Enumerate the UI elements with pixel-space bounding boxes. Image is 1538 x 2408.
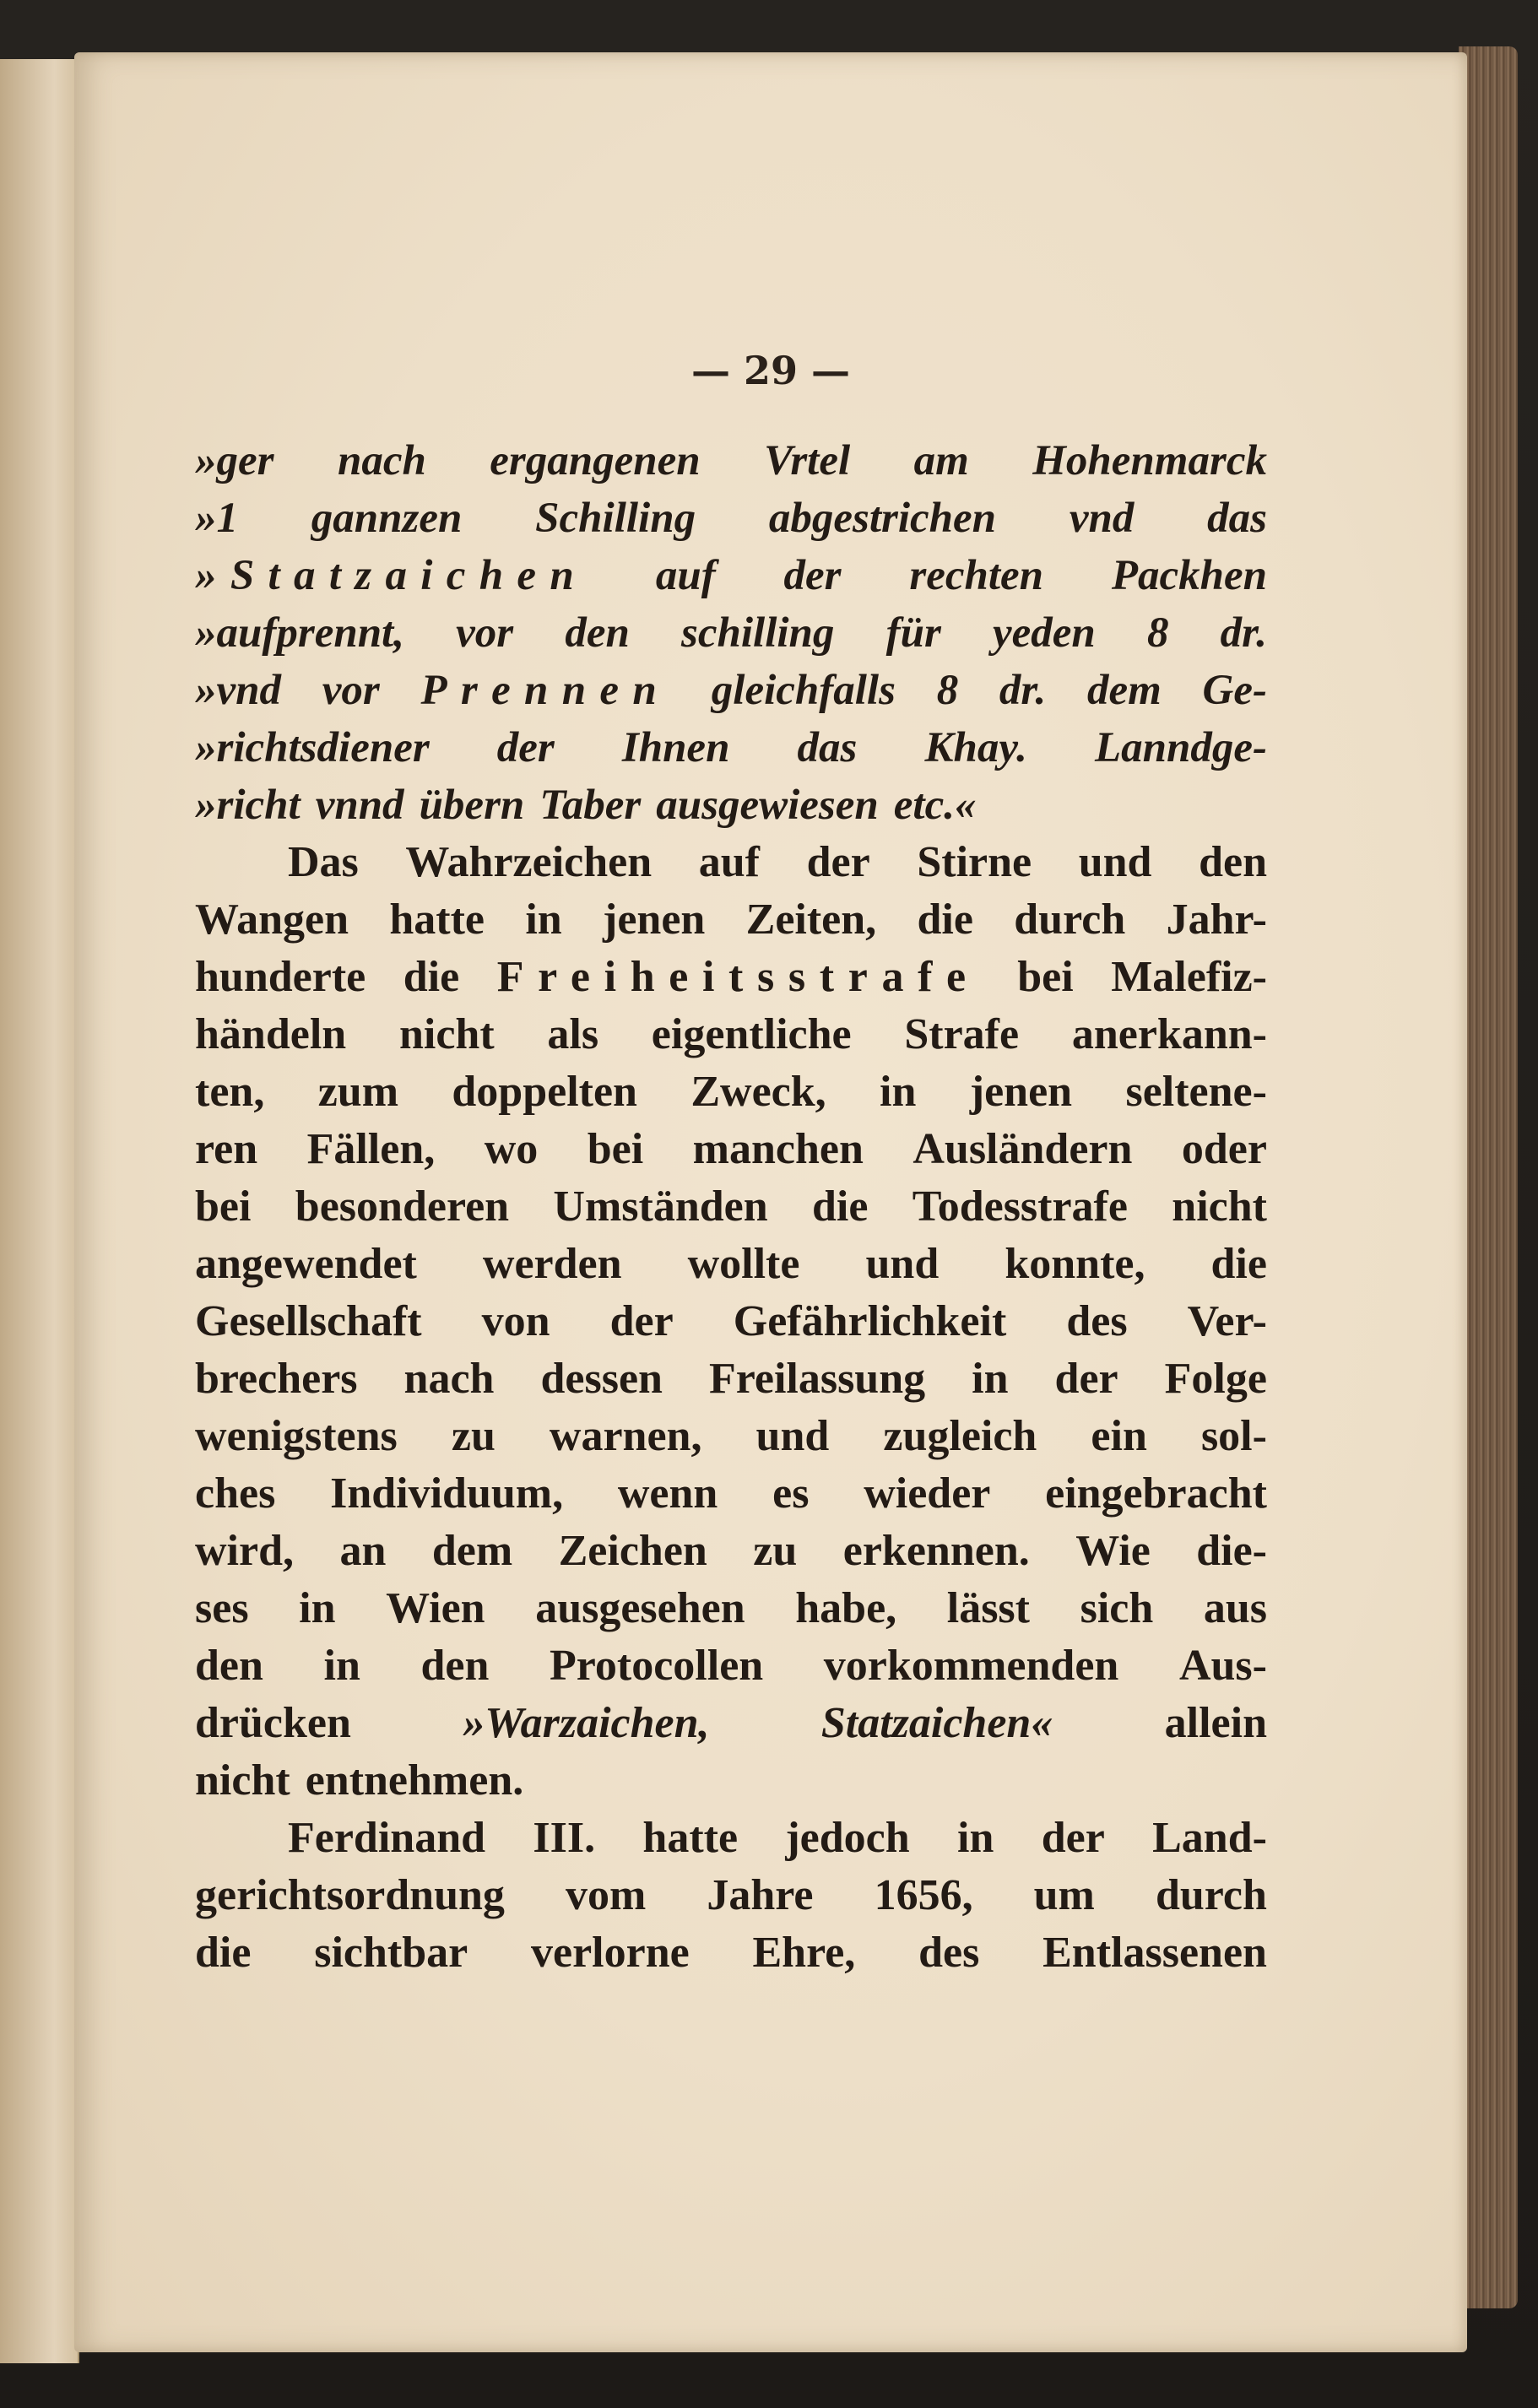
word: etc.« (893, 782, 977, 829)
word: nicht (1172, 1182, 1267, 1231)
word: Zeiten, (745, 896, 877, 944)
word: 8 (1146, 609, 1169, 657)
word: jedoch (785, 1814, 910, 1862)
word: besonderen (295, 1182, 510, 1231)
word: »1 (195, 495, 238, 542)
quote-line (195, 490, 1267, 547)
word: an (339, 1527, 387, 1575)
word: »vnd (195, 667, 281, 714)
word: Ver- (1187, 1297, 1267, 1345)
word: erkennen. (842, 1527, 1030, 1575)
word: der (1041, 1814, 1105, 1862)
word: und (755, 1412, 830, 1460)
word: durch (1155, 1871, 1267, 1919)
word: in (957, 1814, 994, 1862)
word: vor (322, 667, 380, 714)
word: die (403, 953, 460, 1001)
word: dem (1086, 667, 1162, 714)
word: Ferdinand (288, 1814, 486, 1862)
word: das (797, 724, 858, 771)
word: manchen (692, 1125, 864, 1173)
word: Taber (539, 782, 642, 829)
word: das (1207, 495, 1267, 542)
word: wird, (195, 1527, 294, 1575)
word: von (481, 1297, 550, 1345)
word: als (547, 1010, 599, 1058)
word: Jahr- (1166, 896, 1267, 944)
text-line (195, 1293, 1267, 1350)
word: der (609, 1297, 674, 1345)
word: und (1078, 838, 1152, 886)
word: jenen (969, 1068, 1073, 1116)
word: des (918, 1929, 980, 1977)
word: Wien (386, 1584, 485, 1632)
word: werden (482, 1240, 622, 1288)
word: auf (698, 838, 761, 886)
word: vorkommenden (823, 1642, 1119, 1690)
word: übern (419, 782, 525, 829)
word: Malefiz- (1111, 953, 1267, 1001)
word: die (1210, 1240, 1267, 1288)
word: durch (1014, 896, 1126, 944)
word: gannzen (311, 495, 463, 542)
word: rechten (909, 552, 1043, 599)
word: konnte, (1005, 1240, 1145, 1288)
word: dr. (999, 667, 1047, 714)
word: zugleich (883, 1412, 1037, 1460)
text-line (195, 1695, 1267, 1752)
word: wollte (687, 1240, 800, 1288)
word: es (772, 1469, 810, 1518)
word: Hohenmarck (1032, 437, 1267, 484)
word: in (323, 1642, 360, 1690)
word: der (783, 552, 842, 599)
word: vnnd (315, 782, 404, 829)
word: um (1033, 1871, 1095, 1919)
word: Zeichen (558, 1527, 707, 1575)
text-line (195, 1752, 1267, 1810)
text-line (195, 1810, 1267, 1867)
quote-line (195, 777, 1267, 834)
text-line (195, 1178, 1267, 1236)
text-line (195, 1121, 1267, 1178)
word: zum (317, 1068, 399, 1116)
word-italic: »Warzaichen, (463, 1699, 710, 1747)
facing-page-edge (0, 59, 79, 2363)
word: Fällen, (306, 1125, 436, 1173)
word: III. (533, 1814, 596, 1862)
word: Vrtel (764, 437, 851, 484)
word: gleichfalls (711, 667, 896, 714)
word: bei (587, 1125, 644, 1173)
word: Ehre, (752, 1929, 856, 1977)
word-spaced: Prennen (420, 667, 671, 714)
word: die (195, 1929, 252, 1977)
word: hatte (642, 1814, 739, 1862)
word: in (299, 1584, 336, 1632)
text-line (195, 1408, 1267, 1465)
word: hatte (389, 896, 485, 944)
word: allein (1164, 1699, 1267, 1747)
word: Individuum, (330, 1469, 564, 1518)
word: brechers (195, 1355, 358, 1403)
word: Jahre (707, 1871, 814, 1919)
word: Gesellschaft (195, 1297, 422, 1345)
word: Strafe (904, 1010, 1020, 1058)
word: die (812, 1182, 869, 1231)
word: zu (451, 1412, 496, 1460)
text-line (195, 1236, 1267, 1293)
word: nach (337, 437, 426, 484)
word: hunderte (195, 953, 366, 1001)
word: Todesstrafe (912, 1182, 1128, 1231)
word: Lanndge- (1094, 724, 1267, 771)
quote-line (195, 547, 1267, 604)
word: bei (195, 1182, 252, 1231)
word-spaced: »Statzaichen (195, 552, 588, 599)
quote-block (195, 432, 1267, 834)
word: dessen (540, 1355, 663, 1403)
quote-line (195, 719, 1267, 777)
word: Das (288, 838, 359, 886)
quote-line (195, 604, 1267, 662)
text-line (195, 1350, 1267, 1408)
word: wenigstens (195, 1412, 398, 1460)
word: in (972, 1355, 1009, 1403)
word: abgestrichen (768, 495, 997, 542)
word: die- (1196, 1527, 1267, 1575)
word: yeden (993, 609, 1096, 657)
word: doppelten (452, 1068, 637, 1116)
text-line (195, 1006, 1267, 1063)
word: Packhen (1111, 552, 1267, 599)
word: ten, (195, 1068, 265, 1116)
word: Wahrzeichen (405, 838, 653, 886)
text-block (195, 432, 1267, 1982)
word: nicht (195, 1756, 290, 1805)
word: Protocollen (550, 1642, 764, 1690)
text-line (195, 891, 1267, 949)
word: Khay. (924, 724, 1027, 771)
word: die (917, 896, 973, 944)
word: 1656, (874, 1871, 973, 1919)
word: angewendet (195, 1240, 417, 1288)
word: Ge- (1202, 667, 1267, 714)
text-line (195, 834, 1267, 891)
word: eingebracht (1045, 1469, 1267, 1518)
word: warnen, (549, 1412, 702, 1460)
word-spaced: Freiheitsstrafe (496, 953, 980, 1001)
word: dem (431, 1527, 513, 1575)
word: nach (403, 1355, 495, 1403)
word: seltene- (1125, 1068, 1267, 1116)
quote-line (195, 432, 1267, 490)
word: drücken (195, 1699, 351, 1747)
word: entnehmen. (305, 1756, 524, 1805)
word: nicht (398, 1010, 495, 1058)
word: Entlassenen (1042, 1929, 1267, 1977)
word: eigentliche (651, 1010, 852, 1058)
word: auf (655, 552, 716, 599)
word: jenen (603, 896, 706, 944)
word: vnd (1069, 495, 1135, 542)
word: Zweck, (690, 1068, 826, 1116)
word: in (525, 896, 562, 944)
word: den (420, 1642, 490, 1690)
word: den (565, 609, 630, 657)
word: »aufprennt, (195, 609, 404, 657)
word: Stirne (917, 838, 1032, 886)
word: vom (565, 1871, 647, 1919)
word: den (195, 1642, 263, 1690)
word: Ihnen (621, 724, 730, 771)
word: Gefährlichkeit (733, 1297, 1007, 1345)
word: Schilling (535, 495, 696, 542)
word: wenn (617, 1469, 718, 1518)
text-line (195, 1867, 1267, 1924)
word: Wie (1075, 1527, 1151, 1575)
word: für (885, 609, 941, 657)
word: in (880, 1068, 917, 1116)
word: ausgesehen (535, 1584, 745, 1632)
word: sich (1080, 1584, 1154, 1632)
word: »richtsdiener (195, 724, 430, 771)
text-line (195, 1523, 1267, 1580)
word: Umständen (553, 1182, 768, 1231)
word: anerkann- (1071, 1010, 1267, 1058)
book-fore-edge (1459, 46, 1518, 2308)
word: »ger (195, 437, 274, 484)
text-line (195, 1924, 1267, 1982)
text-line (195, 1465, 1267, 1523)
paragraph-1 (195, 834, 1267, 1810)
word: »richt (195, 782, 301, 829)
word: der (806, 838, 870, 886)
book-page (74, 52, 1467, 2352)
word: Wangen (195, 896, 349, 944)
word: ren (195, 1125, 258, 1173)
word: schilling (681, 609, 835, 657)
word: händeln (195, 1010, 347, 1058)
word: zu (753, 1527, 798, 1575)
word: der (1054, 1355, 1118, 1403)
word: habe, (795, 1584, 897, 1632)
word: des (1066, 1297, 1128, 1345)
word: den (1199, 838, 1267, 886)
word: dr. (1220, 609, 1267, 657)
page-number: — 29 — (690, 348, 851, 393)
word: lässt (946, 1584, 1030, 1632)
word: bei (1017, 953, 1074, 1001)
word: gerichtsordnung (195, 1871, 505, 1919)
word: Freilassung (708, 1355, 926, 1403)
word: Folge (1164, 1355, 1267, 1403)
word-italic: Statzaichen« (820, 1699, 1053, 1747)
word: der (496, 724, 555, 771)
paragraph-2 (195, 1810, 1267, 1982)
word: 8 (936, 667, 959, 714)
word: ausgewiesen (656, 782, 879, 829)
word: und (865, 1240, 940, 1288)
word: am (913, 437, 969, 484)
word: vor (456, 609, 514, 657)
word: sol- (1200, 1412, 1267, 1460)
text-line (195, 1637, 1267, 1695)
text-line (195, 949, 1267, 1006)
word: verlorne (531, 1929, 690, 1977)
text-line (195, 1063, 1267, 1121)
word: ches (195, 1469, 276, 1518)
word: wieder (864, 1469, 991, 1518)
word: Ausländern (913, 1125, 1133, 1173)
word: ein (1091, 1412, 1147, 1460)
word: Aus- (1178, 1642, 1267, 1690)
word: ergangenen (490, 437, 701, 484)
word: sichtbar (314, 1929, 468, 1977)
quote-line (195, 662, 1267, 719)
word: ses (195, 1584, 249, 1632)
word: aus (1203, 1584, 1267, 1632)
word: wo (484, 1125, 539, 1173)
word: Land- (1152, 1814, 1267, 1862)
text-line (195, 1580, 1267, 1637)
word: oder (1181, 1125, 1267, 1173)
